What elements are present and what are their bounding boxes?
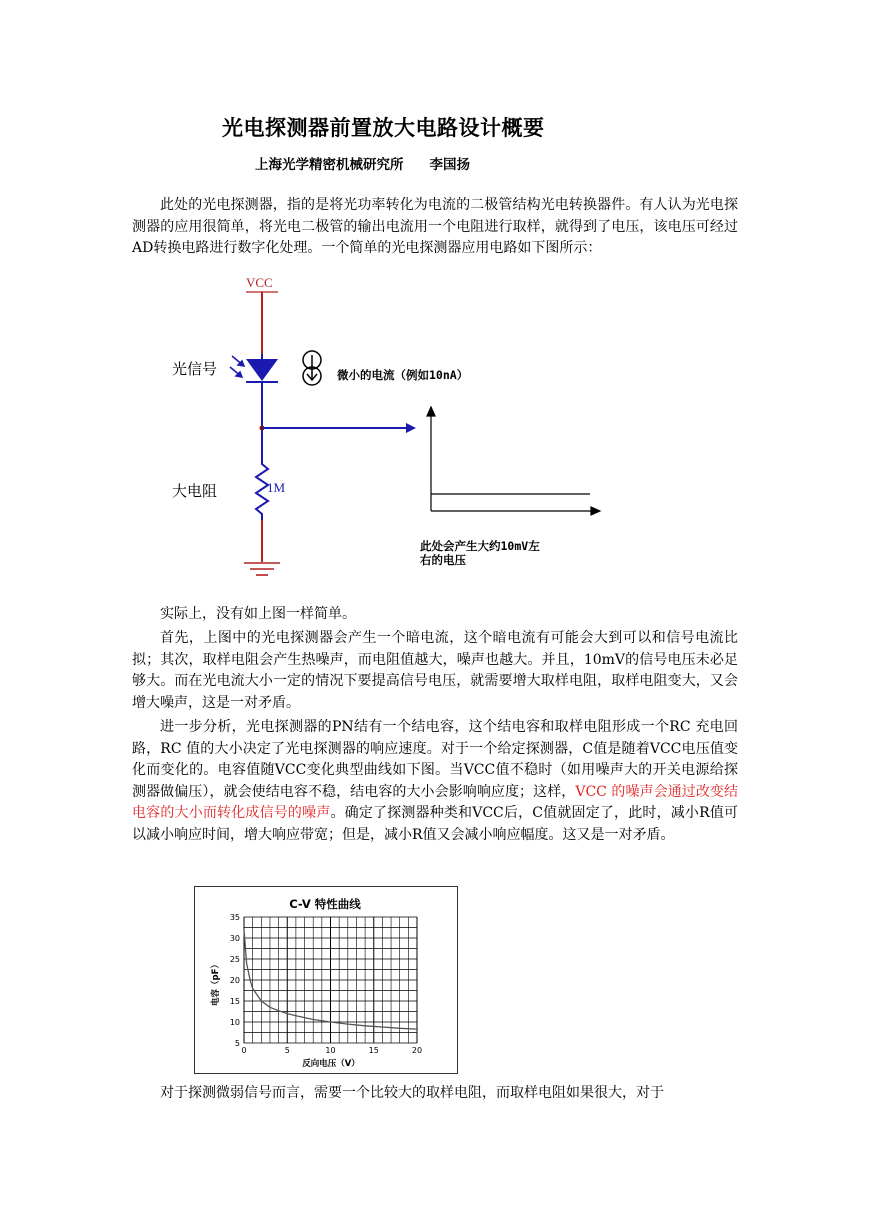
p4-highlight: VCC 的噪声会通过改变结电容的大小而转化成信号的噪声 (132, 783, 739, 822)
chart-title: C-V 特性曲线 (289, 897, 361, 911)
resistor-value: 1M (267, 480, 286, 495)
document-title: 光电探测器前置放大电路设计概要 (222, 115, 545, 140)
light-arrows-icon (230, 356, 244, 377)
cv-chart-svg (195, 887, 457, 1073)
current-note: 微小的电流（例如10nA） (337, 368, 469, 382)
x-tick-label: 20 (411, 1046, 423, 1055)
paragraph-junction-capacitance (132, 717, 738, 847)
cv-chart (194, 886, 458, 1074)
x-tick-label: 15 (368, 1046, 379, 1055)
vcc-label: VCC (246, 275, 273, 290)
output-arrow (406, 423, 416, 433)
p4-text-b: 。确定了探测器种类和VCC后，C值就固定了，此时，减小R值可以减小响应时间，增大响应带宽；但是，减小R值又会减小响应幅度。这又是一对矛盾。 (132, 805, 738, 843)
output-voltage-plot (427, 407, 600, 515)
resistor-label: 大电阻 (172, 482, 218, 500)
y-tick-label: 10 (229, 1018, 240, 1027)
voltage-note-line2: 右的电压 (420, 553, 466, 567)
y-tick-label: 25 (229, 955, 240, 964)
paragraph-intro: 此处的光电探测器，指的是将光功率转化为电流的二极管结构光电转换器件。有人认为光电探测器的应用很简单，将光电二极管的输出电流用一个电阻进行取样，就得到了电压，该电压可经过AD转换电路进行数字化处理。一个简单的光电探测器应用电路如下图所示： (132, 197, 738, 257)
p4-text-a: 进一步分析，光电探测器的PN结有一个结电容，这个结电容和取样电阻形成一个RC 充电回路，RC 值的大小决定了光电探测器的响应速度。对于一个给定探测器，C值是随着VCC电压值变化而变化的。电容值随VCC变化典型曲线如下图。当VCC值不稳时（如用噪声大的开关电源给探测器做偏压），就会使结电容不稳，结电容的大小会影响响应度；这样， (132, 719, 738, 800)
y-tick-label: 35 (229, 913, 240, 922)
light-signal-label: 光信号 (172, 360, 218, 378)
y-tick-label: 30 (229, 934, 240, 943)
circuit-diagram (160, 268, 620, 588)
x-tick-label: 5 (284, 1046, 290, 1055)
author-org: 上海光学精密机械研究所 (255, 157, 404, 173)
y-tick-label: 5 (234, 1039, 240, 1048)
author-line (255, 153, 615, 173)
x-tick-label: 0 (241, 1046, 247, 1055)
y-tick-label: 15 (229, 997, 240, 1006)
current-source-icon (303, 351, 321, 385)
paragraph-dark-current: 首先，上图中的光电探测器会产生一个暗电流，这个暗电流有可能会大到可以和信号电流比拟；其次，取样电阻会产生热噪声，而电阻值越大，噪声也越大。并且，10mV的信号电压未必足够大。而在光电流大小一定的情况下要提高信号电压，就需要增大取样电阻，取样电阻变大，又会增大噪声，这是一对矛盾。 (132, 630, 738, 711)
author-name: 李国扬 (429, 157, 470, 173)
chart-ylabel: 电容（pF） (211, 960, 221, 1006)
paragraph-reality: 实际上，没有如上图一样简单。 (160, 606, 356, 622)
paragraph-weak-signal: 对于探测微弱信号而言，需要一个比较大的取样电阻，而取样电阻如果很大，对于 (160, 1085, 664, 1101)
ground-icon (244, 563, 280, 575)
voltage-note-line1: 此处会产生大约10mV左 (420, 539, 540, 553)
y-tick-label: 20 (229, 976, 240, 985)
photodiode-symbol (246, 359, 278, 381)
chart-xlabel: 反向电压（V） (302, 1059, 360, 1069)
x-tick-label: 10 (325, 1046, 336, 1055)
